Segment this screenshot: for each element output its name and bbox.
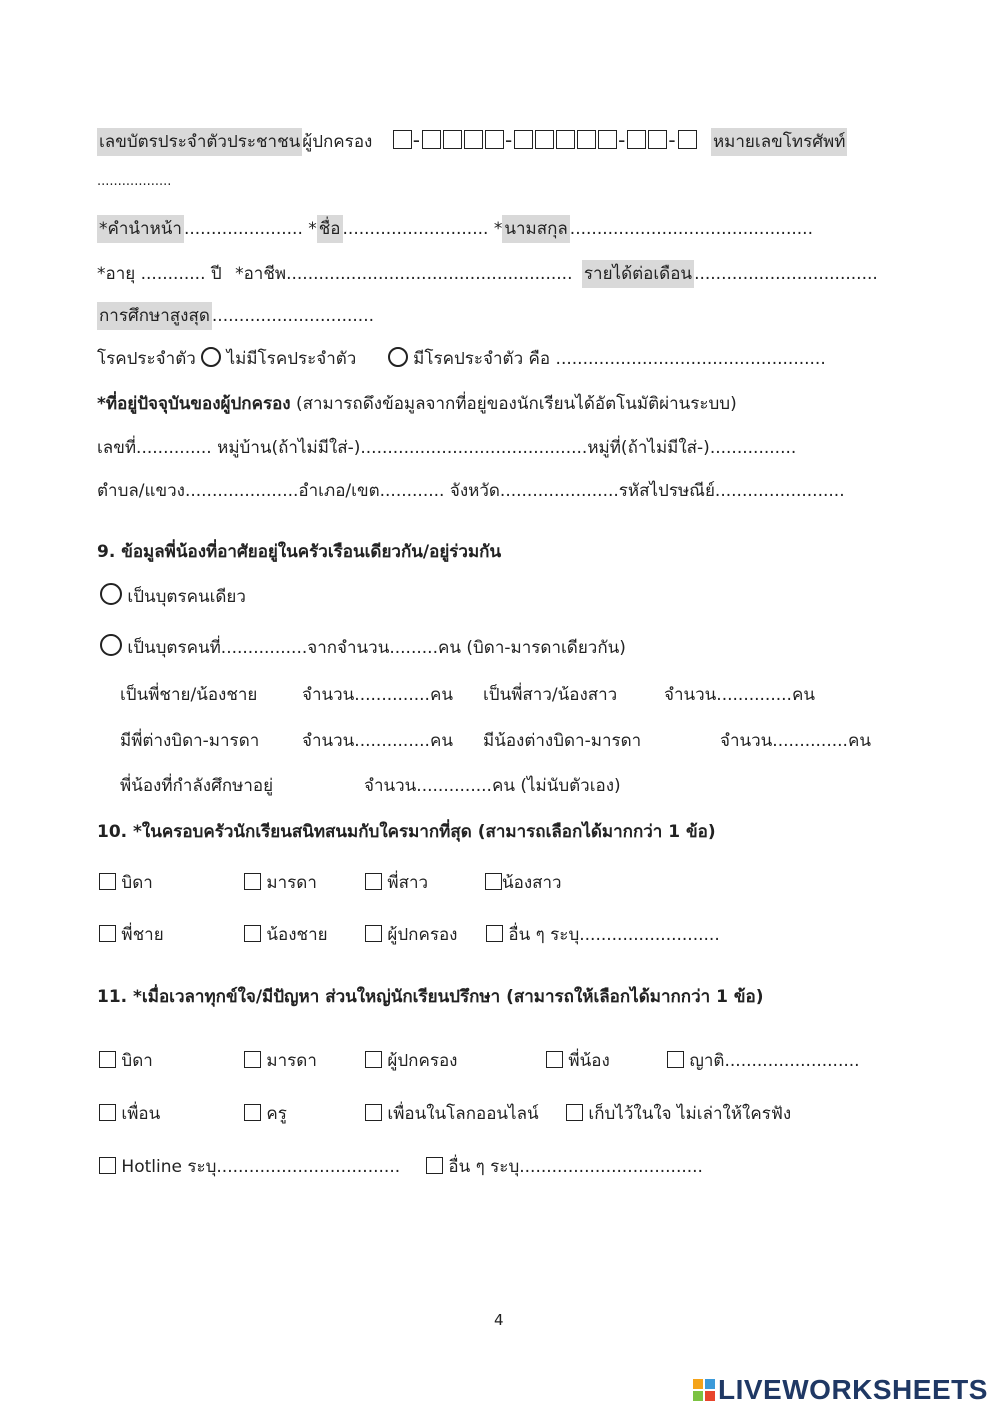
q11-opt-mother[interactable]	[244, 1047, 317, 1074]
prefix-label: *คำนำหน้า	[97, 215, 184, 243]
opt-label: พี่น้อง	[568, 1051, 610, 1071]
opt-label: น้องชาย	[266, 925, 328, 945]
checkbox[interactable]	[485, 873, 502, 890]
checkbox[interactable]	[365, 925, 382, 942]
parent-id-row	[97, 128, 847, 155]
q11-opt-online-friend[interactable]	[365, 1100, 539, 1127]
opt-label: เก็บไว้ในใจ ไม่เล่าให้ใครฟัง	[588, 1104, 792, 1124]
q11-opt-hotline[interactable]	[99, 1153, 400, 1180]
education-row	[97, 302, 374, 329]
disease-label: โรคประจำตัว	[97, 349, 196, 369]
disease-row	[97, 345, 826, 372]
id-box	[577, 130, 596, 149]
id-label: เลขบัตรประจำตัวประชาชน	[97, 128, 302, 156]
disease-field[interactable]: ..................................................	[555, 349, 826, 369]
no-disease-label: ไม่มีโรคประจำตัว	[226, 349, 357, 369]
checkbox[interactable]	[99, 1104, 116, 1121]
education-field[interactable]: ..............................	[211, 306, 375, 326]
education-label: การศึกษาสูงสุด	[97, 302, 212, 330]
q10-opt-younger-brother[interactable]	[244, 921, 328, 948]
q9-option-sibling[interactable]	[100, 634, 626, 661]
q10-opt-older-sister[interactable]	[365, 869, 428, 896]
radio-has-siblings[interactable]	[100, 634, 122, 656]
income-field[interactable]: ..................................	[694, 264, 878, 284]
q9-option-only-child[interactable]	[100, 583, 246, 610]
address-title: *ที่อยู่ปัจจุบันของผู้ปกครอง	[97, 394, 291, 414]
checkbox[interactable]	[244, 873, 261, 890]
opt-label: บิดา	[121, 873, 153, 893]
checkbox[interactable]	[99, 1157, 116, 1174]
first-star: *	[308, 219, 317, 239]
address-note: (สามารถดึงข้อมูลจากที่อยู่ของนักเรียนได้อัตโนมัติผ่านระบบ)	[290, 394, 737, 414]
address-title-row	[97, 390, 737, 417]
q9-r1d[interactable]: จำนวน..............คน	[664, 685, 815, 705]
checkbox[interactable]	[546, 1051, 563, 1068]
q9-r2d[interactable]: จำนวน..............คน	[720, 731, 871, 751]
checkbox[interactable]	[365, 1104, 382, 1121]
id-box	[422, 130, 441, 149]
income-label: รายได้ต่อเดือน	[582, 260, 694, 288]
opt-label: พี่ชาย	[121, 925, 164, 945]
checkbox[interactable]	[99, 873, 116, 890]
q11-opt-teacher[interactable]	[244, 1100, 287, 1127]
q11-opt-keep-inside[interactable]	[566, 1100, 791, 1127]
q9-r2a: มีพี่ต่างบิดา-มารดา	[120, 731, 260, 751]
opt-label: บิดา	[121, 1051, 153, 1071]
opt-label: น้องสาว	[502, 873, 562, 893]
q10-opt-older-brother[interactable]	[99, 921, 164, 948]
opt-label: ผู้ปกครอง	[387, 1051, 458, 1071]
opt-label: อื่น ๆ ระบุ..................................	[448, 1157, 703, 1177]
opt-label: มารดา	[266, 1051, 317, 1071]
id-box	[535, 130, 554, 149]
q11-opt-other[interactable]	[426, 1153, 703, 1180]
radio-no-disease[interactable]	[201, 347, 221, 367]
q11-opt-friend[interactable]	[99, 1100, 160, 1127]
checkbox[interactable]	[486, 925, 503, 942]
opt-label: เพื่อนในโลกออนไลน์	[387, 1104, 539, 1124]
q9-r2b[interactable]: จำนวน..............คน	[302, 731, 453, 751]
q10-opt-other[interactable]	[486, 921, 720, 948]
has-disease-label: มีโรคประจำตัว คือ	[413, 349, 551, 369]
opt-label: มารดา	[266, 873, 317, 893]
checkbox[interactable]	[99, 925, 116, 942]
id-number-boxes[interactable]: - - - -	[392, 128, 705, 152]
id-box	[464, 130, 483, 149]
id-box	[648, 130, 667, 149]
phone-label: หมายเลขโทรศัพท์	[711, 128, 847, 156]
logo-mark-icon	[693, 1379, 715, 1401]
opt-label: Hotline ระบุ..................................	[121, 1157, 401, 1177]
q9-r3b[interactable]: จำนวน..............คน (ไม่นับตัวเอง)	[364, 776, 621, 796]
checkbox[interactable]	[244, 1051, 261, 1068]
radio-has-disease[interactable]	[388, 347, 408, 367]
logo-square	[693, 1391, 703, 1401]
q10-opt-father[interactable]	[99, 869, 153, 896]
id-box	[443, 130, 462, 149]
id-box	[627, 130, 646, 149]
opt-label: พี่สาว	[387, 873, 429, 893]
first-name-label: ชื่อ	[317, 215, 343, 243]
last-name-field[interactable]: .............................................	[569, 219, 813, 239]
checkbox[interactable]	[244, 925, 261, 942]
opt-label: อื่น ๆ ระบุ..........................	[508, 925, 720, 945]
id-box	[485, 130, 504, 149]
logo-square	[693, 1379, 703, 1389]
id-box	[678, 130, 697, 149]
opt-label: ครู	[266, 1104, 287, 1124]
q10-opt-mother[interactable]	[244, 869, 317, 896]
opt-label: ญาติ.........................	[689, 1051, 860, 1071]
checkbox[interactable]	[426, 1157, 443, 1174]
id-label-parent: ผู้ปกครอง	[302, 132, 373, 152]
address-line-1[interactable]: เลขที่.............. หมู่บ้าน(ถ้าไม่มีใส่-)..........................................หมู่ที่(ถ้าไม่มีใส่-)................	[97, 438, 797, 458]
logo-square	[705, 1391, 715, 1401]
q9-r1b[interactable]: จำนวน..............คน	[302, 685, 453, 705]
id-box	[393, 130, 412, 149]
q11-title: 11. *เมื่อเวลาทุกข์ใจ/มีปัญหา ส่วนใหญ่นักเรียนปรึกษา (สามารถให้เลือกได้มากกว่า 1 ข้อ)	[97, 987, 764, 1007]
age-row	[97, 260, 878, 287]
page-number: 4	[494, 1311, 504, 1329]
address-line-2[interactable]: ตำบล/แขวง.....................อำเภอ/เขต............ จังหวัด......................รหัสไปรษณีย์........................	[97, 481, 845, 501]
q9-r1a: เป็นพี่ชาย/น้องชาย	[120, 685, 258, 705]
first-name-field[interactable]: ...........................	[342, 219, 489, 239]
q9-r1c: เป็นพี่สาว/น้องสาว	[483, 685, 618, 705]
logo-square	[705, 1379, 715, 1389]
checkbox[interactable]	[99, 1051, 116, 1068]
age-field[interactable]: *อายุ ............ ปี	[97, 264, 222, 284]
name-row	[97, 215, 813, 242]
job-label: *อาชีพ	[235, 264, 287, 284]
last-star: *	[493, 219, 503, 239]
checkbox[interactable]	[365, 1051, 382, 1068]
q10-opt-guardian[interactable]	[365, 921, 457, 948]
id-box	[514, 130, 533, 149]
checkbox[interactable]	[566, 1104, 583, 1121]
checkbox[interactable]	[365, 873, 382, 890]
checkbox[interactable]	[244, 1104, 261, 1121]
checkbox[interactable]	[667, 1051, 684, 1068]
prefix-field[interactable]: ......................	[183, 219, 303, 239]
q11-opt-father[interactable]	[99, 1047, 153, 1074]
phone-field[interactable]: ..................	[97, 174, 172, 189]
only-child-label: เป็นบุตรคนเดียว	[127, 587, 246, 607]
last-name-label: นามสกุล	[502, 215, 569, 243]
opt-label: ผู้ปกครอง	[387, 925, 458, 945]
radio-only-child[interactable]	[100, 583, 122, 605]
q9-r3a: พี่น้องที่กำลังศึกษาอยู่	[120, 776, 274, 796]
q11-opt-relative[interactable]	[667, 1047, 860, 1074]
q11-opt-siblings[interactable]	[546, 1047, 610, 1074]
q10-title: 10. *ในครอบครัวนักเรียนสนิทสนมกับใครมากที่สุด (สามารถเลือกได้มากกว่า 1 ข้อ)	[97, 822, 716, 842]
liveworksheets-logo	[693, 1374, 988, 1406]
q9-title: 9. ข้อมูลพี่น้องที่อาศัยอยู่ในครัวเรือนเดียวกัน/อยู่ร่วมกัน	[97, 542, 502, 562]
id-box	[556, 130, 575, 149]
id-box	[598, 130, 617, 149]
opt-label: เพื่อน	[121, 1104, 161, 1124]
logo-text: LIVEWORKSHEETS	[718, 1374, 988, 1405]
q11-opt-guardian[interactable]	[365, 1047, 457, 1074]
sibling-order-label: เป็นบุตรคนที่................จากจำนวน.........คน (บิดา-มารดาเดียวกัน)	[127, 638, 626, 658]
job-field[interactable]: .....................................................	[286, 264, 573, 284]
q10-opt-younger-sister[interactable]	[485, 869, 562, 896]
q9-r2c: มีน้องต่างบิดา-มารดา	[483, 731, 642, 751]
